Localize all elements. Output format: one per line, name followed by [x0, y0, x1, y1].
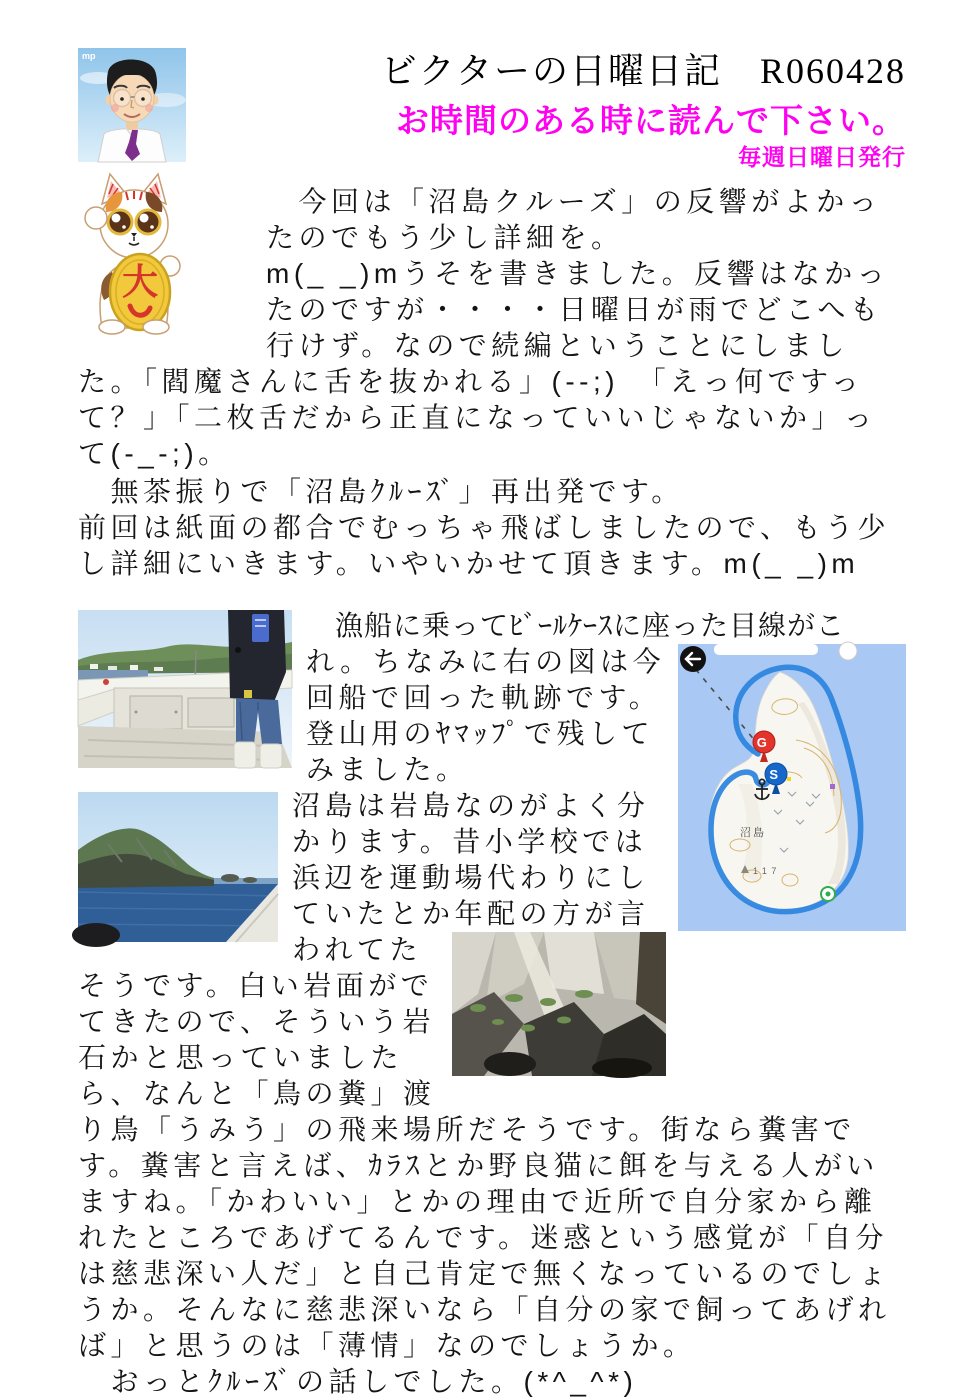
yamap-track-map [678, 644, 906, 931]
bird-rock-photo [452, 932, 666, 1076]
paragraph-detail: 前回は紙面の都合でむっちゃ飛ばしましたので、もう少し詳細にいきます。いやいかせて頂きます。m(_ _)m [78, 512, 890, 579]
paragraph-bird-droppings: われてたそうです。白い岩面がでてきたので、そういう岩石かと思っていましたら、なんと「鳥の糞」渡り鳥「うみう」の飛来場所だそうです。街なら糞害です。糞害と言えば、ｶﾗｽとか野良猫に餌を与える人がいますね。「かわいい」とかの理由で近所で自分家から離れたところであげてるんです。迷惑という感覚が「自分は慈悲深い人だ」と自己肯定で無くなっているのでしょうか。そんなに慈悲深いなら「自分の家で飼ってあげれば」と思うのは「薄情」なのでしょうか。 [78, 934, 891, 1361]
map-search-bar [714, 644, 818, 655]
photo-text-flow [78, 608, 906, 1400]
paragraph-closing: おっとｸﾙｰｽﾞの話しでした。(*^_^*) [78, 1366, 638, 1397]
svg-text:G: G [756, 735, 772, 750]
paragraph-intro: 今回は「沼島クルーズ」の反響がよかったのでもう少し詳細を。 [266, 186, 882, 253]
paragraph-track-note: これ。ちなみに右の図は今回船で回った軌跡です。登山用のﾔﾏｯﾌﾟで残してみました。 [306, 610, 849, 785]
boat-deck-photo [78, 610, 292, 768]
photo-spot-icon [821, 887, 835, 901]
island-label: 沼島 [740, 827, 766, 839]
cat-raised-paw [85, 207, 107, 229]
avatar-watermark: mp [82, 51, 96, 61]
back-arrow-icon [680, 646, 706, 672]
left-art-column [78, 48, 186, 334]
paragraph-apology: m(_ _)mうそを書きました。反響はなかったのですが・・・・日曜日が雨でどこへも行けず。なので続編ということにしました。「閻魔さんに舌を抜かれる」(--;) 「えっ何ですって？」「二枚舌だから正直になっていいじゃないか」って(-_-;)。 [78, 258, 890, 469]
paragraph-rock-island: 沼島は岩島なのがよく分かります。昔小学校では浜辺を運動場代わりにしていたとか年配の方が言 [292, 790, 650, 929]
map-control-circle [839, 642, 857, 660]
paragraph-restart: 無茶振りで「沼島ｸﾙｰｽﾞ」再出発です。 [78, 476, 684, 507]
sea-cliff-photo [78, 792, 278, 942]
headline: お時間のある時に読んで下さい。 [396, 102, 906, 139]
gold-coin [110, 254, 170, 330]
lucky-cat-illustration [82, 168, 186, 334]
page-title: ビクターの日曜日記 R060428 [380, 51, 906, 91]
peak-elevation: 117 [753, 866, 781, 876]
author-avatar [78, 48, 186, 162]
paragraph-cruise-view: 漁船に乗ってﾋﾞｰﾙｹｰｽに座った目線が [306, 610, 817, 641]
map-poi-purple [830, 784, 835, 789]
coin-character: 大 [121, 261, 159, 302]
subheadline: 毎週日曜日発行 [738, 144, 906, 170]
svg-text:S: S [769, 767, 783, 782]
